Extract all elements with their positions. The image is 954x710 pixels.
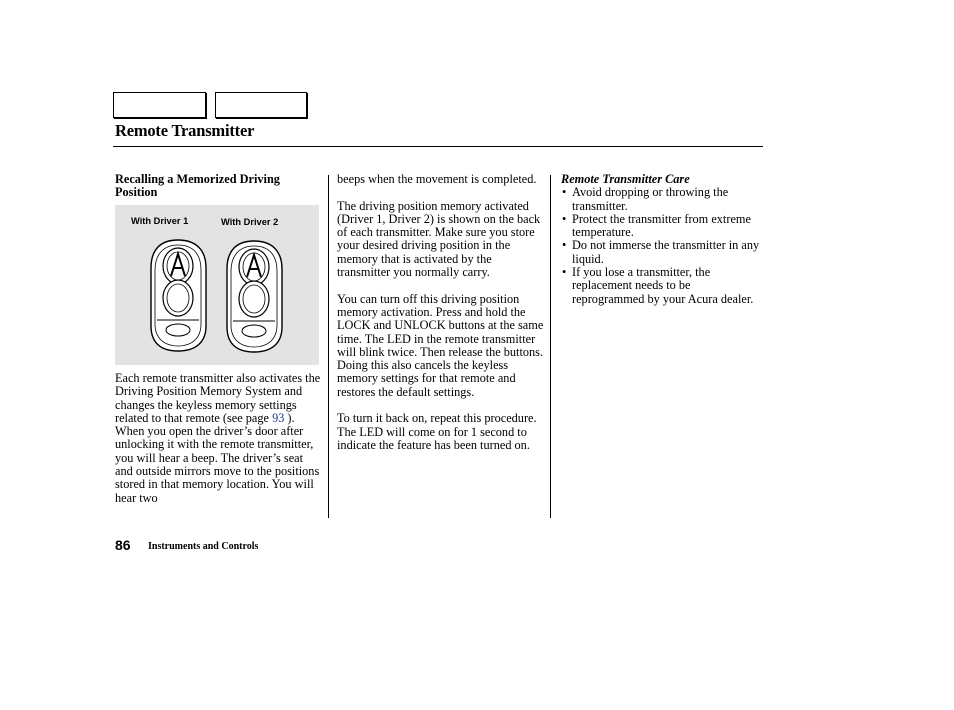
key-fob-driver2-icon xyxy=(227,241,282,352)
key-fob-driver1-icon xyxy=(151,240,206,351)
care-bullet-3: • Do not immerse the transmitter in any liquid. xyxy=(561,239,765,266)
column-1-paragraph xyxy=(115,372,323,505)
column-2-paragraph-2: The driving position memory activated (Driver 1, Driver 2) is shown on the back of each transmitter. Make sure you store your desired driving position in the memory that is activated by the transmitter you normally carry. xyxy=(337,198,541,280)
column-divider-1 xyxy=(328,175,329,518)
care-bullet-2: • Protect the transmitter from extreme temperature. xyxy=(561,213,765,240)
para-text-before-link: Each remote transmitter also activates the Driving Position Memory System and changes the keyless memory settings related to that remote (see page xyxy=(115,371,321,425)
nav-tab-2[interactable] xyxy=(215,92,307,118)
column-2-paragraph-3: You can turn off this driving position memory activation. Press and hold the LOCK and UNLOCK buttons at the same time. The LED in the remote transmitter will blink twice. Then release the buttons. Doing this also cancels the keyless memory settings for that remote and restores the default settings. xyxy=(337,291,544,399)
title-divider xyxy=(113,146,763,147)
column-2-paragraph-1: beeps when the movement is completed. xyxy=(337,172,537,186)
care-bullet-1: • Avoid dropping or throwing the transmitter. xyxy=(561,186,765,213)
care-bullet-4: • If you lose a transmitter, the replacement needs to be reprogrammed by your Acura dealer. xyxy=(561,266,765,306)
page-number: 86 xyxy=(115,537,131,553)
para-text-after-link: ). When you open the driver’s door after unlocking it with the remote transmitter, you will hear a beep. The driver’s seat and outside mirrors move to the positions stored in that memory location. You will hear two xyxy=(115,410,320,505)
page-link[interactable]: 93 xyxy=(272,410,285,425)
nav-tab-1[interactable] xyxy=(113,92,206,118)
page-title: Remote Transmitter xyxy=(115,121,255,140)
column-divider-2 xyxy=(550,175,551,518)
section-name: Instruments and Controls xyxy=(148,541,259,552)
care-list xyxy=(561,186,765,306)
column-2-paragraph-4: To turn it back on, repeat this procedure. The LED will come on for 1 second to indicate the feature has been turned on. xyxy=(337,411,537,452)
column-3 xyxy=(561,173,765,306)
section-heading: Recalling a Memorized Driving Position xyxy=(115,172,280,200)
transmitter-figure xyxy=(115,205,319,365)
column-2 xyxy=(337,173,545,466)
column-1-body xyxy=(115,372,323,518)
figure-label-driver1: With Driver 1 xyxy=(131,216,189,226)
care-heading: Remote Transmitter Care xyxy=(561,172,690,186)
figure-label-driver2: With Driver 2 xyxy=(221,217,279,227)
